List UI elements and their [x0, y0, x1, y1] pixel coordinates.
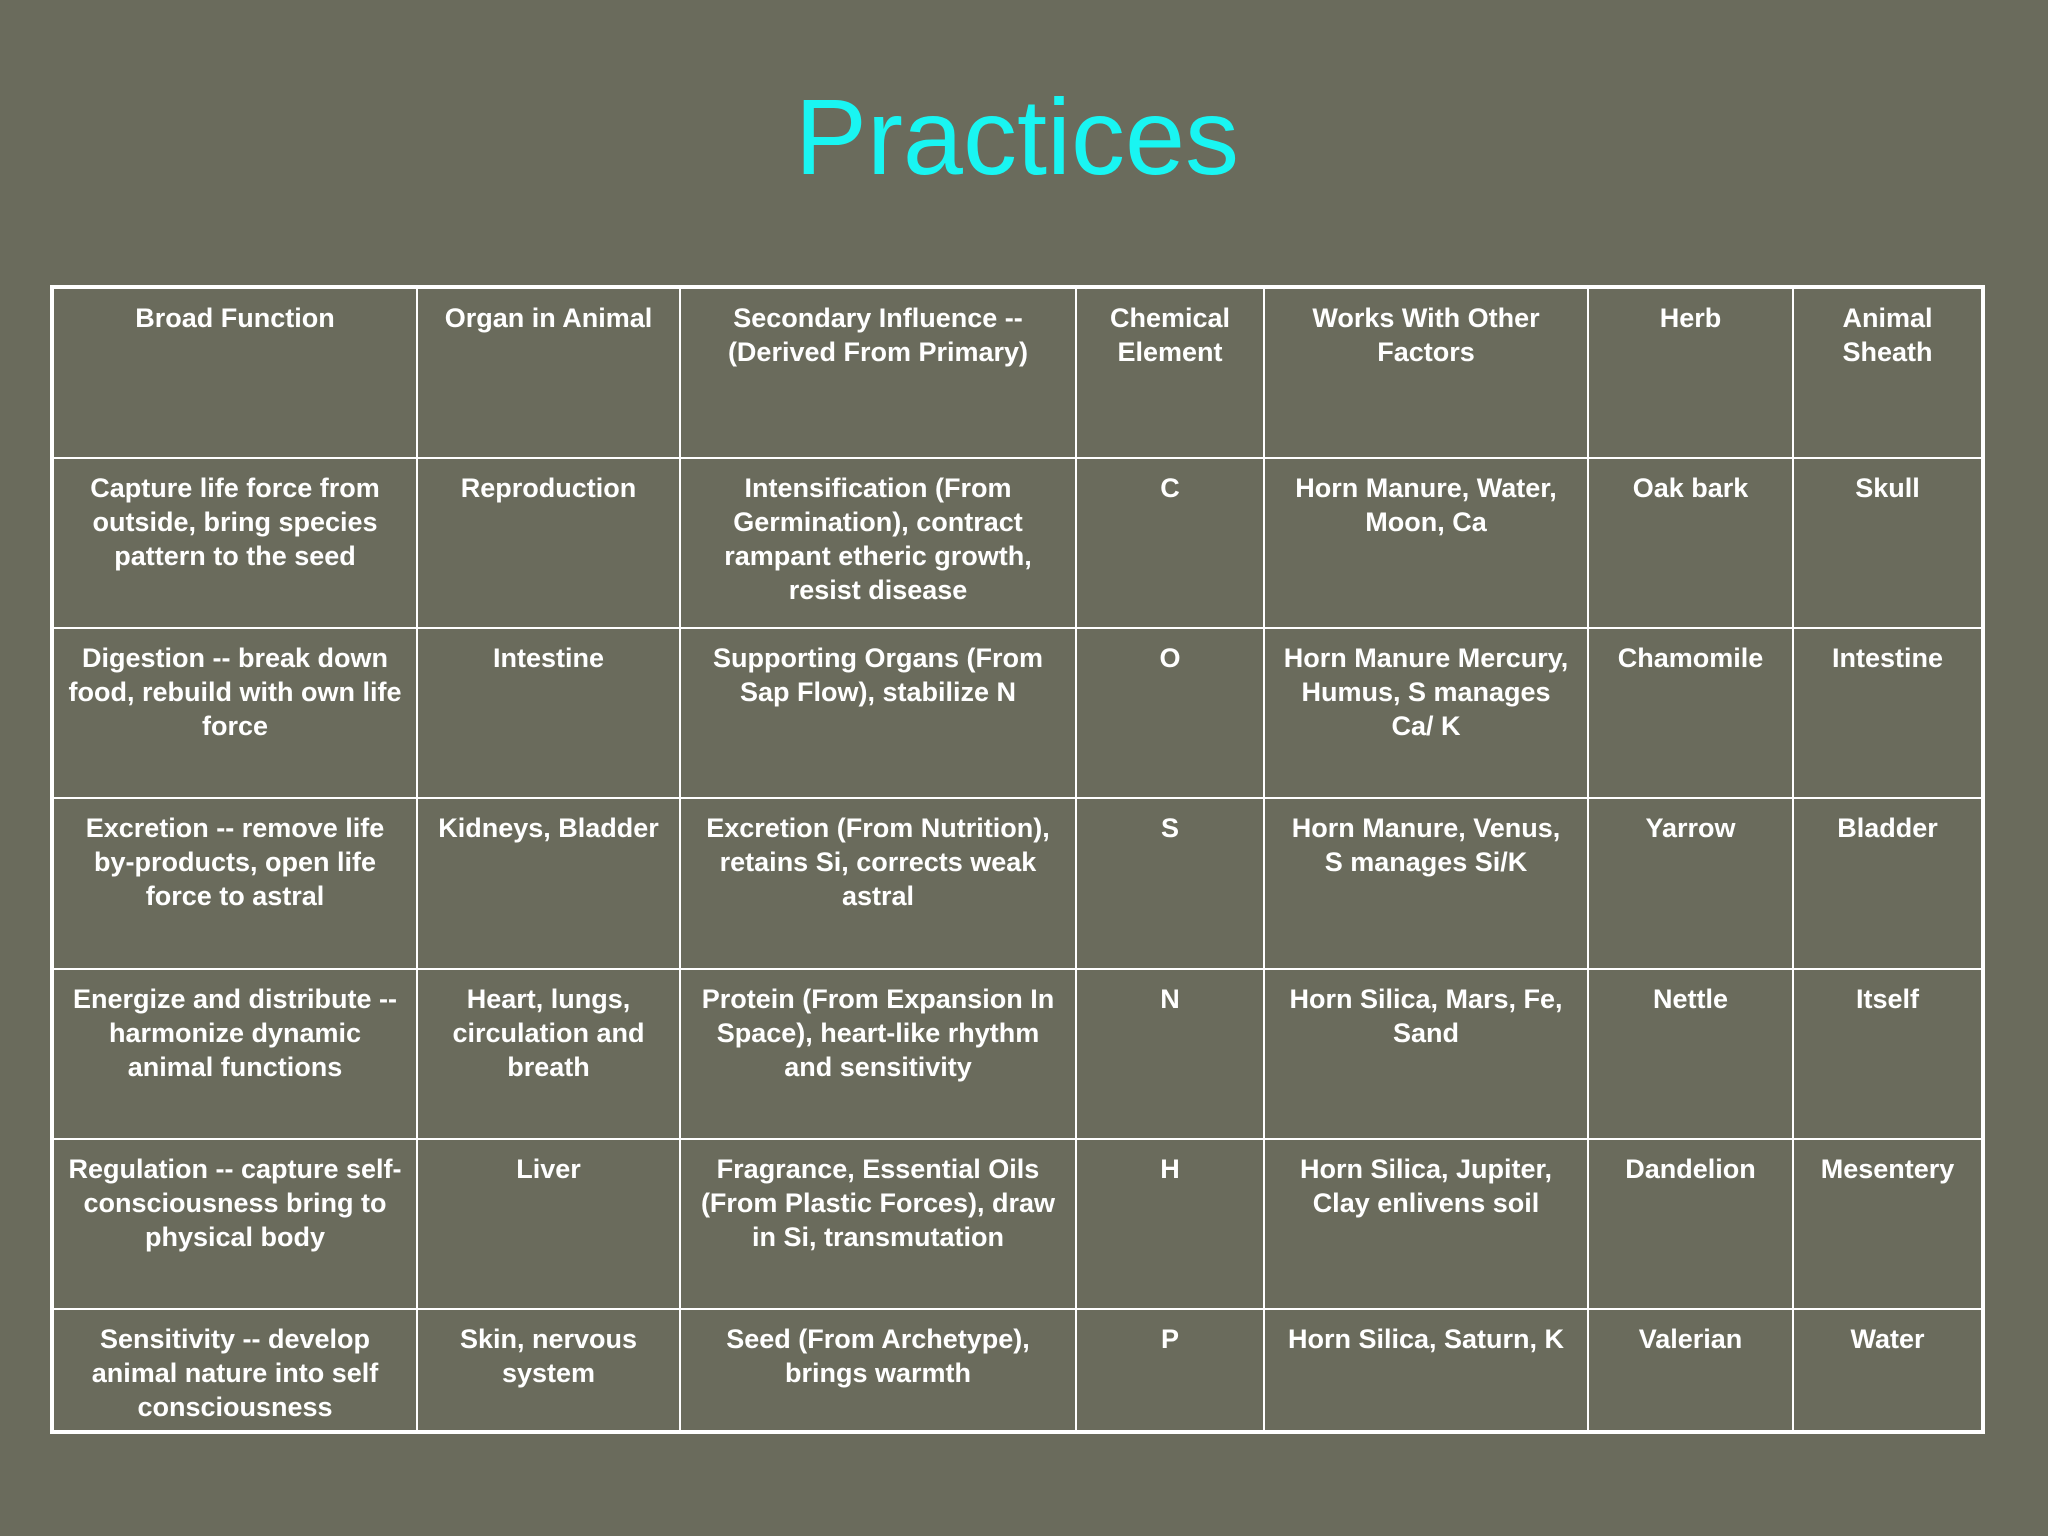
cell-broad-function: Sensitivity -- develop animal nature into self consciousness: [52, 1309, 417, 1432]
cell-organ-in-animal: Heart, lungs, circulation and breath: [417, 969, 680, 1139]
cell-organ-in-animal: Intestine: [417, 628, 680, 798]
slide-title: Practices: [794, 76, 1240, 197]
table-row: [52, 969, 1983, 1139]
cell-secondary-influence: Supporting Organs (From Sap Flow), stabilize N: [680, 628, 1076, 798]
cell-organ-in-animal: Liver: [417, 1139, 680, 1309]
cell-works-with-other-factors: Horn Manure, Venus, S manages Si/K: [1264, 798, 1588, 968]
header-secondary-influence: Secondary Influence -- (Derived From Primary): [680, 287, 1076, 458]
cell-broad-function: Regulation -- capture self-consciousness bring to physical body: [52, 1139, 417, 1309]
cell-herb: Yarrow: [1588, 798, 1793, 968]
table-row: [52, 798, 1983, 968]
cell-herb: Dandelion: [1588, 1139, 1793, 1309]
cell-organ-in-animal: Kidneys, Bladder: [417, 798, 680, 968]
cell-works-with-other-factors: Horn Silica, Saturn, K: [1264, 1309, 1588, 1432]
table-row: [52, 458, 1983, 628]
header-animal-sheath: Animal Sheath: [1793, 287, 1983, 458]
cell-herb: Oak bark: [1588, 458, 1793, 628]
cell-animal-sheath: Itself: [1793, 969, 1983, 1139]
cell-chemical-element: P: [1076, 1309, 1264, 1432]
cell-animal-sheath: Bladder: [1793, 798, 1983, 968]
cell-secondary-influence: Protein (From Expansion In Space), heart-like rhythm and sensitivity: [680, 969, 1076, 1139]
cell-organ-in-animal: Skin, nervous system: [417, 1309, 680, 1432]
cell-herb: Nettle: [1588, 969, 1793, 1139]
header-chemical-element: Chemical Element: [1076, 287, 1264, 458]
header-broad-function: Broad Function: [52, 287, 417, 458]
cell-animal-sheath: Water: [1793, 1309, 1983, 1432]
cell-broad-function: Excretion -- remove life by-products, open life force to astral: [52, 798, 417, 968]
cell-works-with-other-factors: Horn Manure Mercury, Humus, S manages Ca/ K: [1264, 628, 1588, 798]
cell-works-with-other-factors: Horn Manure, Water, Moon, Ca: [1264, 458, 1588, 628]
cell-secondary-influence: Intensification (From Germination), contract rampant etheric growth, resist disease: [680, 458, 1076, 628]
cell-secondary-influence: Fragrance, Essential Oils (From Plastic Forces), draw in Si, transmutation: [680, 1139, 1076, 1309]
cell-works-with-other-factors: Horn Silica, Mars, Fe, Sand: [1264, 969, 1588, 1139]
cell-works-with-other-factors: Horn Silica, Jupiter, Clay enlivens soil: [1264, 1139, 1588, 1309]
cell-secondary-influence: Excretion (From Nutrition), retains Si, corrects weak astral: [680, 798, 1076, 968]
cell-herb: Chamomile: [1588, 628, 1793, 798]
cell-organ-in-animal: Reproduction: [417, 458, 680, 628]
cell-animal-sheath: Intestine: [1793, 628, 1983, 798]
cell-animal-sheath: Skull: [1793, 458, 1983, 628]
cell-chemical-element: N: [1076, 969, 1264, 1139]
header-works-with-other-factors: Works With Other Factors: [1264, 287, 1588, 458]
cell-chemical-element: C: [1076, 458, 1264, 628]
cell-broad-function: Capture life force from outside, bring species pattern to the seed: [52, 458, 417, 628]
cell-animal-sheath: Mesentery: [1793, 1139, 1983, 1309]
header-herb: Herb: [1588, 287, 1793, 458]
header-organ-in-animal: Organ in Animal: [417, 287, 680, 458]
table-row: [52, 1309, 1983, 1432]
cell-broad-function: Energize and distribute -- harmonize dynamic animal functions: [52, 969, 417, 1139]
table-row: [52, 628, 1983, 798]
practices-table: [50, 285, 1985, 1434]
table-row: [52, 1139, 1983, 1309]
cell-chemical-element: O: [1076, 628, 1264, 798]
cell-secondary-influence: Seed (From Archetype), brings warmth: [680, 1309, 1076, 1432]
cell-chemical-element: S: [1076, 798, 1264, 968]
cell-broad-function: Digestion -- break down food, rebuild with own life force: [52, 628, 417, 798]
cell-chemical-element: H: [1076, 1139, 1264, 1309]
table-header-row: [52, 287, 1983, 458]
cell-herb: Valerian: [1588, 1309, 1793, 1432]
